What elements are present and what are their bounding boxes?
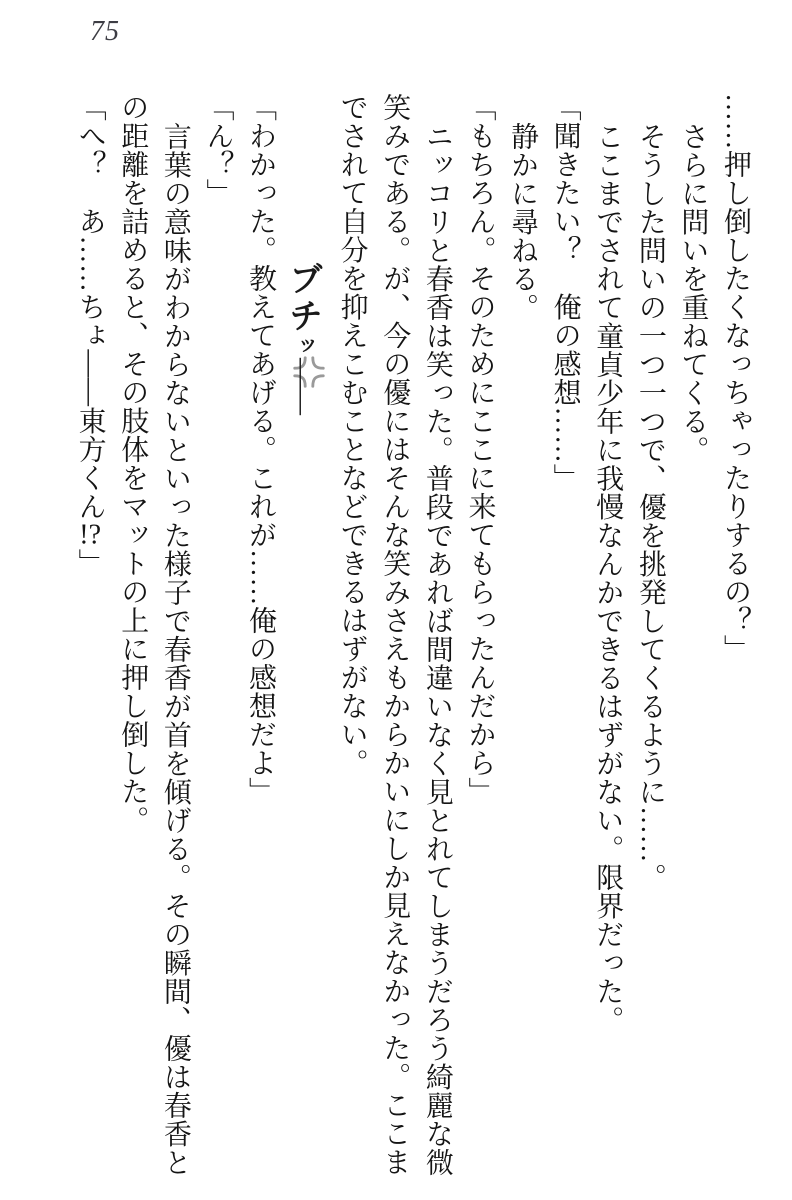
tatechuyoko-exclamation: !? xyxy=(79,520,102,549)
novel-text-block xyxy=(68,93,756,1200)
text-line: さらに問いを重ねてくる。 xyxy=(677,122,709,464)
text-line: 「わかった。教えてあげる。これが……俺の感想だよ」 xyxy=(245,93,277,806)
text-line: 「聞きたい？ 俺の感想……」 xyxy=(549,93,581,492)
text-line: 言葉の意味がわからないといった様子で春香が首を傾げる。その瞬間、優は春香と xyxy=(159,122,191,1177)
sfx-line xyxy=(281,93,330,1200)
page-number: 75 xyxy=(90,16,120,47)
text-line: ニッコリと春香は笑った。普段であれば間違いなく見とれてしまうだろう綺麗な微 xyxy=(421,122,453,1177)
text-line: 笑みである。が、今の優にはそんな笑みさえもからかいにしか見えなかった。ここま xyxy=(379,93,411,1176)
text-line: そうした問いの一つ一つで、優を挑発してくるように……。 xyxy=(634,122,666,892)
sfx-small-tsu: ッ xyxy=(291,335,315,358)
text-line: ここまでされて童貞少年に我慢なんかできるはずがない。限界だった。 xyxy=(592,122,624,1034)
text-line: 静かに尋ねる。 xyxy=(507,122,539,322)
sfx-dash: ―― xyxy=(286,358,320,412)
text-line: ……押し倒したくなっちゃったりするの？」 xyxy=(720,93,751,663)
sfx-text: ブチ xyxy=(283,261,322,335)
dialogue-text: 」 xyxy=(74,548,106,577)
text-line xyxy=(68,93,111,1200)
text-line: 「ん？」 xyxy=(202,93,234,207)
anger-symbol-icon xyxy=(292,223,330,261)
text-line: でされて自分を抑えこむことなどできるはずがない。 xyxy=(336,93,368,777)
text-line: 「もちろん。そのためにここに来てもらったんだから」 xyxy=(464,93,496,806)
dialogue-text: 「へ？ あ……ちょ――東方くん xyxy=(74,93,106,521)
text-line: の距離を詰めると、その肢体をマットの上に押し倒した。 xyxy=(117,93,149,834)
